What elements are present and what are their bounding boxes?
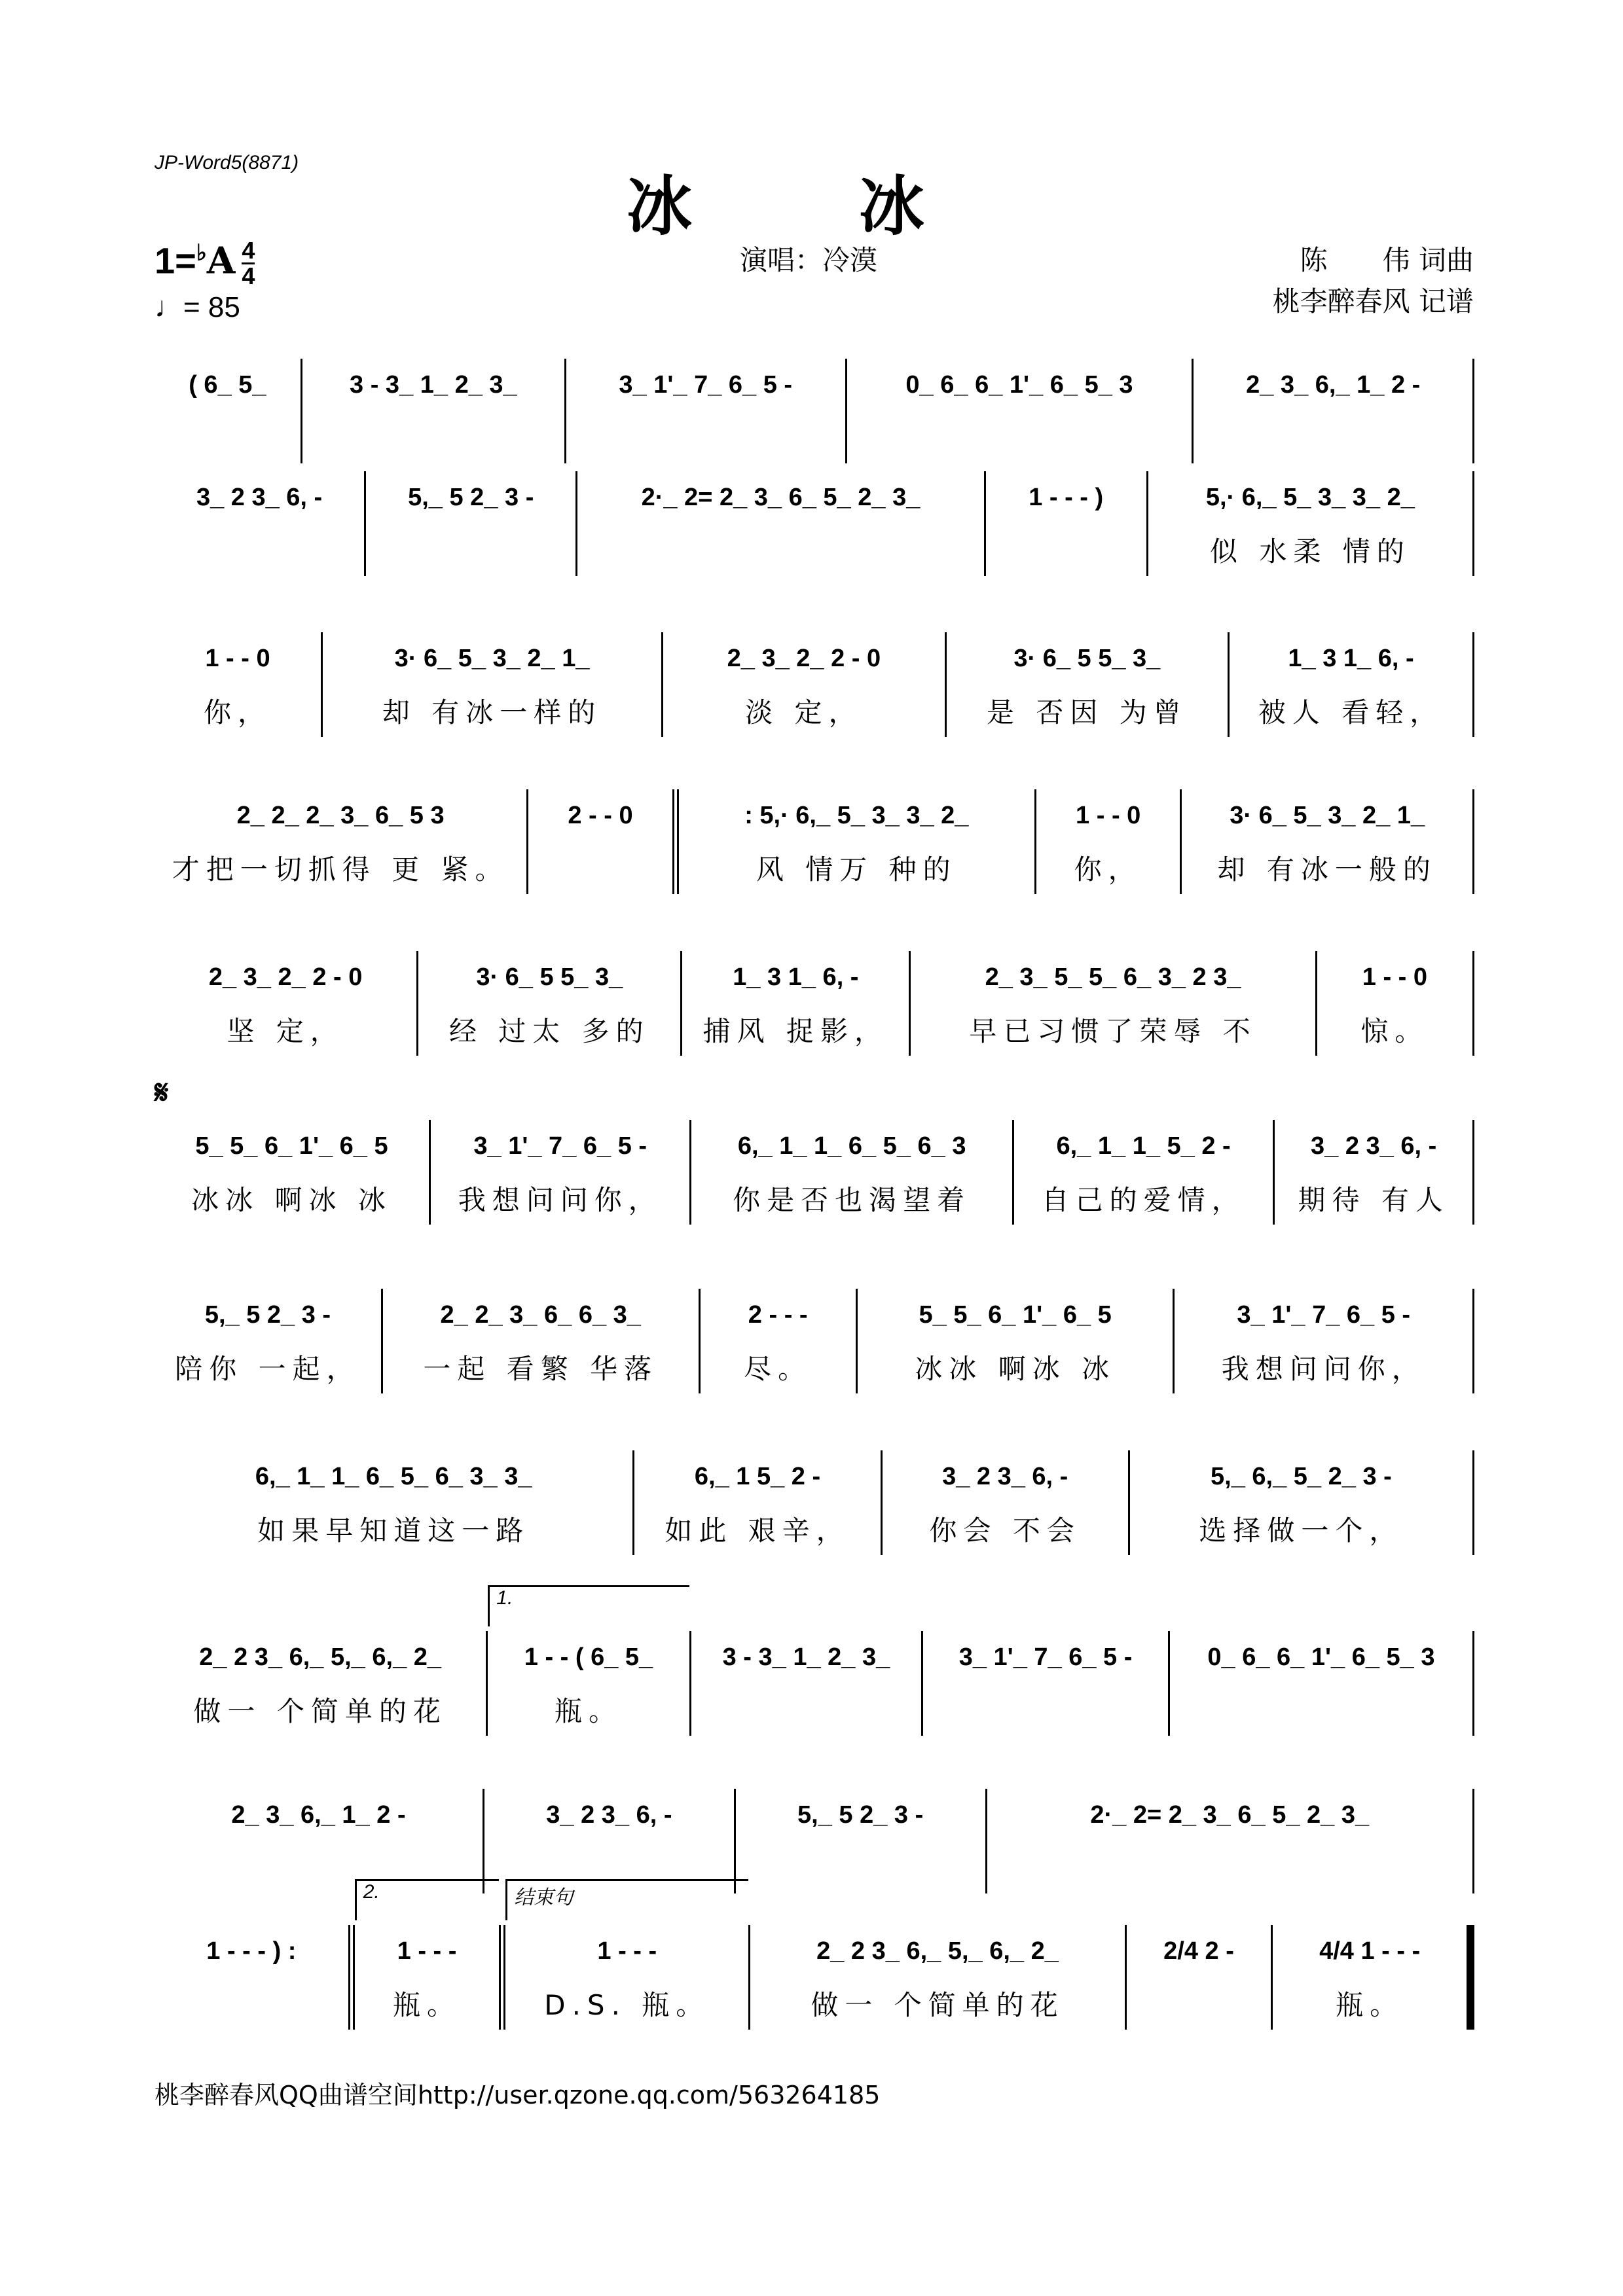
measure [634, 1450, 882, 1555]
measure [418, 951, 682, 1056]
notes: 3_ 2 3_ 6, - [942, 1462, 1068, 1490]
lyric: 自己的爱情， [1041, 1184, 1246, 1216]
lyric: 选择做一个， [1199, 1515, 1404, 1547]
measure [1130, 1450, 1474, 1555]
measure [302, 359, 566, 463]
notes: 5,_ 5 2_ 3 - [797, 1801, 924, 1829]
notes: 5,· 6,_ 5_ 3_ 3_ 2_ [1205, 483, 1415, 511]
lyric: 你， [1074, 853, 1142, 886]
lyric: 期待 有人 [1298, 1184, 1450, 1216]
notes: 5,_ 6,_ 5_ 2_ 3 - [1211, 1462, 1392, 1490]
measure [155, 1450, 634, 1555]
notes: 6,_ 1_ 1_ 5_ 2 - [1056, 1132, 1231, 1160]
lyric: 坚 定， [227, 1015, 344, 1047]
lyric: 冰冰 啊冰 冰 [191, 1184, 392, 1216]
lyric: 做一 个简单的花 [193, 1695, 447, 1727]
lyric [1200, 411, 1466, 463]
lyric [930, 1683, 1161, 1736]
measure [155, 789, 528, 894]
lyric: 却 有冰一般的 [1217, 853, 1437, 886]
measure [1127, 1925, 1273, 2030]
notes: 2 - - 0 [568, 801, 633, 829]
notes: 2_ 3_ 5_ 5_ 6_ 3_ 2 3_ [985, 963, 1241, 991]
score-line [155, 359, 1474, 463]
notes: 1 - - - ) : [206, 1937, 297, 1965]
song-title: 冰 冰 [627, 168, 996, 245]
measure [528, 789, 678, 894]
lyric: 瓶。 [393, 1989, 462, 2021]
notes: 6,_ 1_ 1_ 6_ 5_ 6_ 3_ 3_ [255, 1462, 532, 1490]
measure [488, 1587, 691, 1736]
transcriber-credit: 桃李醉春风 记谱 [1272, 285, 1474, 317]
score-line [155, 1289, 1474, 1393]
lyric [994, 1841, 1467, 1893]
key-signature [155, 239, 255, 288]
lyric: 我想问问你， [1221, 1353, 1426, 1385]
lyric [573, 411, 839, 463]
notes: 3_ 2 3_ 6, - [196, 483, 323, 511]
score-line [155, 1789, 1474, 1893]
notes: 1 - - 0 [1362, 963, 1427, 991]
notes: 3_ 2 3_ 6, - [546, 1801, 672, 1829]
footer-url: 桃李醉春风QQ曲谱空间http://user.qzone.qq.com/563264185 [155, 2081, 881, 2109]
notes: 0_ 6_ 6_ 1'_ 6_ 5_ 3 [905, 370, 1133, 399]
measure [323, 632, 663, 737]
notes: 1 - - ( 6_ 5_ [524, 1643, 653, 1671]
measure [663, 632, 946, 737]
measure [577, 471, 985, 576]
notes: 6,_ 1 5_ 2 - [694, 1462, 821, 1490]
lyric: 惊。 [1360, 1015, 1429, 1047]
notes: 2·_ 2= 2_ 3_ 6_ 5_ 2_ 3_ [641, 483, 921, 511]
notes: 2_ 3_ 6,_ 1_ 2 - [231, 1801, 406, 1829]
score-line [155, 951, 1474, 1056]
notes: 1 - - 0 [205, 644, 270, 672]
notes: 3_ 2 3_ 6, - [1311, 1132, 1437, 1160]
score-line [155, 1587, 1474, 1736]
flat-sign: ♭ [196, 240, 207, 266]
score-line [155, 1120, 1474, 1225]
lyric [993, 524, 1140, 576]
score-line [155, 632, 1474, 737]
time-bottom: 4 [242, 262, 255, 289]
volta-bracket: 2. [355, 1879, 500, 1920]
measure [155, 1120, 431, 1225]
measure [847, 359, 1194, 463]
lyric [161, 411, 294, 463]
lyric [742, 1841, 979, 1893]
score-line [155, 789, 1474, 894]
software-label: JP-Word5(8871) [155, 152, 299, 173]
lyric [854, 411, 1186, 463]
notes: 4/4 1 - - - [1319, 1937, 1421, 1965]
measure [947, 632, 1230, 737]
lyric: 是 否因 为曾 [986, 696, 1188, 728]
time-top: 4 [242, 237, 255, 264]
notes: 5,_ 5 2_ 3 - [204, 1300, 331, 1329]
measure [1194, 359, 1474, 463]
lyric [584, 524, 977, 576]
measure [1175, 1289, 1474, 1393]
measure [858, 1289, 1175, 1393]
notes: 3_ 1'_ 7_ 6_ 5 - [958, 1643, 1133, 1671]
notes: 2_ 2_ 2_ 3_ 6_ 5 3 [236, 801, 445, 829]
notes: 2/4 2 - [1163, 1937, 1234, 1965]
measure [431, 1120, 692, 1225]
lyric [1133, 1977, 1265, 2030]
measure [1273, 1925, 1474, 2030]
measure [155, 632, 323, 737]
notes: 3 - 3_ 1_ 2_ 3_ [350, 370, 517, 399]
measure [1170, 1631, 1474, 1736]
segno-sign: 𝄋 [155, 1074, 169, 1111]
lyric: 瓶。 [554, 1695, 623, 1727]
score-line [155, 1881, 1474, 2030]
measure [155, 359, 302, 463]
lyric: 一起 看繁 华落 [423, 1353, 659, 1385]
measure [923, 1631, 1170, 1736]
measure [987, 1789, 1475, 1893]
score-line [155, 471, 1474, 576]
notes: 5_ 5_ 6_ 1'_ 6_ 5 [919, 1300, 1112, 1329]
notes: 1 - - - [397, 1937, 457, 1965]
lyric: 捕风 捉影， [702, 1015, 889, 1047]
score-line [155, 1450, 1474, 1555]
notes: 3· 6_ 5_ 3_ 2_ 1_ [394, 644, 590, 672]
lyric: 如果早知道这一路 [257, 1515, 530, 1547]
measure [155, 1289, 383, 1393]
measure [682, 951, 911, 1056]
lyric [161, 524, 357, 576]
lyric: 如此 艰辛， [665, 1515, 850, 1547]
lyric: 早已习惯了荣辱 不 [969, 1015, 1257, 1047]
lyric [373, 524, 569, 576]
notes: 2·_ 2= 2_ 3_ 6_ 5_ 2_ 3_ [1090, 1801, 1370, 1829]
lyric: 我想问问你， [458, 1184, 663, 1216]
measure [383, 1289, 701, 1393]
lyric [698, 1683, 915, 1736]
lyric [161, 1977, 342, 2030]
measure [986, 471, 1148, 576]
notes: 1_ 3 1_ 6, - [1288, 644, 1414, 672]
measure [1036, 789, 1182, 894]
key-label: 1= [155, 240, 196, 281]
notes: 3 - 3_ 1_ 2_ 3_ [722, 1643, 890, 1671]
notes: 3· 6_ 5_ 3_ 2_ 1_ [1230, 801, 1425, 829]
measure [1014, 1120, 1275, 1225]
volta-bracket: 结束句 [505, 1879, 748, 1920]
volta-bracket: 1. [488, 1585, 689, 1626]
measure [355, 1881, 506, 2030]
measure [1230, 632, 1474, 737]
lyric: 做一 个简单的花 [811, 1989, 1065, 2021]
lyric [1176, 1683, 1466, 1736]
lyric [535, 842, 665, 894]
notes: 3· 6_ 5 5_ 3_ [1013, 644, 1161, 672]
measure [701, 1289, 858, 1393]
lyric: 尽。 [744, 1353, 812, 1385]
measure [505, 1887, 750, 2030]
lyric: D.S. 瓶。 [544, 1989, 710, 2021]
lyric: 陪你 一起， [175, 1353, 361, 1385]
notes: 2_ 3_ 2_ 2 - 0 [727, 644, 881, 672]
measure [484, 1789, 736, 1893]
measure [155, 951, 418, 1056]
lyric: 你会 不会 [929, 1515, 1081, 1547]
lyric [309, 411, 558, 463]
lyric: 似 水柔 情的 [1210, 535, 1411, 567]
lyric: 瓶。 [1336, 1989, 1404, 2021]
notes: ( 6_ 5_ [189, 370, 266, 399]
notes: 1_ 3 1_ 6, - [733, 963, 859, 991]
measure [155, 1925, 355, 2030]
lyric: 却 有冰一样的 [382, 696, 602, 728]
notes: 3_ 1'_ 7_ 6_ 5 - [1237, 1300, 1411, 1329]
measure [691, 1631, 924, 1736]
lyric: 你， [203, 696, 272, 728]
tempo-mark: ♩= 85 [155, 291, 240, 323]
measure [691, 1120, 1013, 1225]
lyric: 淡 定， [745, 696, 863, 728]
measure [911, 951, 1317, 1056]
notes: 5,_ 5 2_ 3 - [408, 483, 534, 511]
notes: 0_ 6_ 6_ 1'_ 6_ 5_ 3 [1207, 1643, 1435, 1671]
lyric: 被人 看轻， [1258, 696, 1444, 728]
notes: 2_ 3_ 2_ 2 - 0 [208, 963, 363, 991]
notes: 1 - - - ) [1029, 483, 1104, 511]
lyric: 冰冰 啊冰 冰 [915, 1353, 1116, 1385]
notes: 2_ 2 3_ 6,_ 5,_ 6,_ 2_ [199, 1643, 442, 1671]
notes: 3· 6_ 5 5_ 3_ [476, 963, 623, 991]
lyric: 风 情万 种的 [756, 853, 957, 886]
key-note: A [206, 239, 236, 283]
notes: 2_ 2_ 3_ 6_ 6_ 3_ [440, 1300, 641, 1329]
measure [750, 1925, 1126, 2030]
measure [155, 1789, 484, 1893]
notes: 2 - - - [748, 1300, 808, 1329]
measure [883, 1450, 1130, 1555]
lyric: 才把一切抓得 更 紧。 [172, 853, 509, 886]
notes: 2_ 2 3_ 6,_ 5,_ 6,_ 2_ [816, 1937, 1059, 1965]
measure [566, 359, 847, 463]
notes: 3_ 1'_ 7_ 6_ 5 - [473, 1132, 647, 1160]
notes: 2_ 3_ 6,_ 1_ 2 - [1246, 370, 1421, 399]
measure [1148, 471, 1474, 576]
measure [155, 1631, 488, 1736]
lyric: 你是否也渴望着 [733, 1184, 972, 1216]
singer: 演唱：冷漠 [740, 244, 878, 276]
measure [1275, 1120, 1474, 1225]
notes: 3_ 1'_ 7_ 6_ 5 - [619, 370, 793, 399]
lyric: 经 过太 多的 [448, 1015, 650, 1047]
measure [155, 471, 366, 576]
time-signature [242, 239, 255, 288]
measure [679, 789, 1036, 894]
measure [1317, 951, 1474, 1056]
measure [736, 1789, 987, 1893]
notes: 1 - - 0 [1076, 801, 1141, 829]
notes: 5_ 5_ 6_ 1'_ 6_ 5 [195, 1132, 388, 1160]
notes: : 5,· 6,_ 5_ 3_ 3_ 2_ [744, 801, 969, 829]
measure [366, 471, 577, 576]
notes: 1 - - - [597, 1937, 657, 1965]
composer-credit: 陈 伟 词曲 [1300, 244, 1474, 276]
measure [1182, 789, 1474, 894]
notes: 6,_ 1_ 1_ 6_ 5_ 6_ 3 [737, 1132, 966, 1160]
